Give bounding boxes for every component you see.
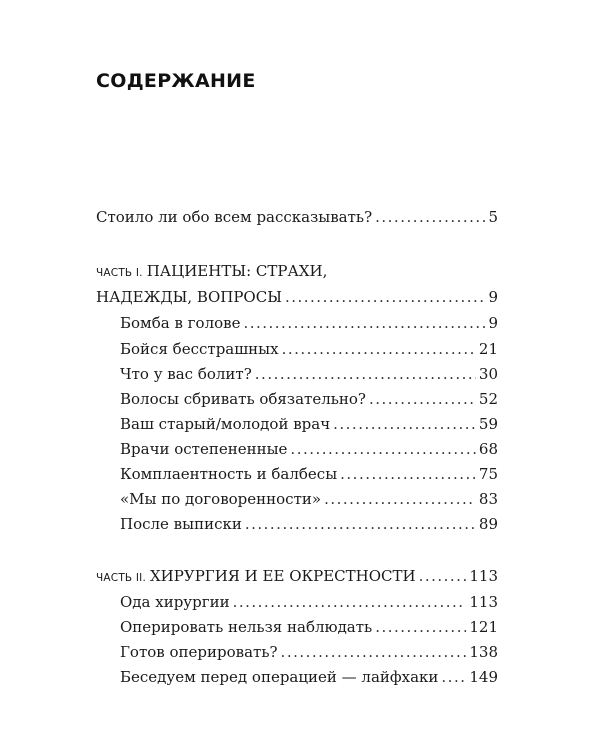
toc-entry-title: Что у вас болит? [120, 365, 252, 383]
dot-leader [369, 386, 476, 412]
toc-entry[interactable] [120, 336, 498, 362]
dot-leader [245, 511, 476, 537]
toc-entry-title: Волосы сбривать обязательно? [120, 390, 366, 408]
toc-entry-page: 121 [469, 618, 498, 636]
toc-entry[interactable] [120, 411, 498, 437]
toc-entry[interactable] [120, 436, 498, 462]
part1-title-line1: ПАЦИЕНТЫ: СТРАХИ, [146, 262, 328, 280]
part2-heading[interactable] [96, 563, 498, 589]
toc-entry-page: 75 [478, 465, 498, 483]
toc-entry[interactable] [120, 486, 498, 512]
toc-entry-page: 5 [488, 208, 498, 226]
toc-entry-title: Стоило ли обо всем рассказывать? [96, 208, 373, 226]
toc-entry[interactable] [120, 511, 498, 537]
toc-entry-page: 68 [478, 440, 498, 458]
toc-entry[interactable] [120, 310, 498, 336]
toc-entry[interactable] [120, 461, 498, 487]
toc-entry-page: 89 [478, 515, 498, 533]
toc-entry-title: Врачи остепененные [120, 440, 288, 458]
part2-title: ХИРУРГИЯ И ЕЕ ОКРЕСТНОСТИ [150, 567, 416, 585]
toc-entry-title: Бойся бесстрашных [120, 340, 279, 358]
part2-title-wrap [96, 563, 416, 591]
toc-entry-title: Ода хирургии [120, 593, 230, 611]
part1-heading-line1[interactable] [96, 258, 327, 284]
part1-title-line2: НАДЕЖДЫ, ВОПРОСЫ [96, 288, 282, 306]
toc-entry-page: 113 [469, 593, 498, 611]
toc-entry-page: 59 [478, 415, 498, 433]
part1-label: ЧАСТЬ I. [96, 267, 143, 279]
toc-entry-title: Комплаентность и балбесы [120, 465, 338, 483]
toc-entry-title: Готов оперировать? [120, 643, 278, 661]
dot-leader [281, 639, 467, 665]
dot-leader [282, 336, 476, 362]
toc-entry[interactable] [120, 614, 498, 640]
toc-entry[interactable] [120, 386, 498, 412]
part2-label: ЧАСТЬ II. [96, 572, 146, 584]
toc-entry-page: 9 [488, 314, 498, 332]
dot-leader [375, 204, 485, 230]
dot-leader [255, 361, 476, 387]
toc-entry-page: 149 [469, 668, 498, 686]
toc-entry-title: Бомба в голове [120, 314, 241, 332]
page-title: СОДЕРЖАНИЕ [96, 70, 256, 92]
toc-entry-page: 83 [478, 490, 498, 508]
dot-leader [243, 310, 485, 336]
dot-leader [441, 664, 466, 690]
toc-entry[interactable] [120, 589, 498, 615]
toc-entry-title: Оперировать нельзя наблюдать [120, 618, 373, 636]
toc-entry[interactable] [120, 639, 498, 665]
dot-leader [333, 411, 476, 437]
toc-entry-title: Беседуем перед операцией — лайфхаки [120, 668, 439, 686]
dot-leader [285, 284, 485, 310]
dot-leader [324, 486, 476, 512]
toc-entry-page: 138 [469, 643, 498, 661]
toc-entry-page: 52 [478, 390, 498, 408]
toc-entry[interactable] [120, 361, 498, 387]
toc-entry-title: «Мы по договоренности» [120, 490, 322, 508]
dot-leader [419, 563, 467, 589]
toc-entry-intro[interactable] [96, 204, 498, 230]
part1-page: 9 [488, 288, 498, 306]
dot-leader [290, 436, 475, 462]
toc-entry[interactable] [120, 664, 498, 690]
toc-entry-title: Ваш старый/молодой врач [120, 415, 331, 433]
dot-leader [340, 461, 476, 487]
dot-leader [375, 614, 466, 640]
toc-entry-title: После выписки [120, 515, 242, 533]
dot-leader [233, 589, 467, 615]
toc-entry-page: 30 [478, 365, 498, 383]
toc-entry-page: 21 [478, 340, 498, 358]
part2-page: 113 [469, 567, 498, 585]
part1-heading-line2[interactable] [96, 284, 498, 310]
